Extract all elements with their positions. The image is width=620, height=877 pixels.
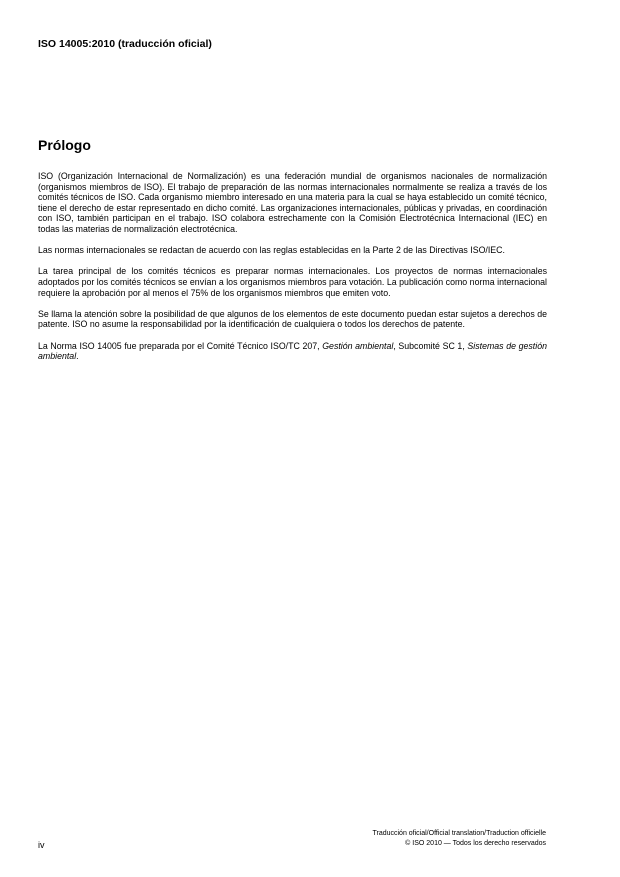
page-number: iv bbox=[38, 840, 45, 850]
paragraph-preparation bbox=[38, 341, 547, 362]
document-header: ISO 14005:2010 (traducción oficial) bbox=[38, 38, 212, 50]
paragraph-patent-rights: Se llama la atención sobre la posibilidad de que algunos de los elementos de este documento puedan estar sujetos a derechos de patente. ISO no asume la responsabilidad por la identificación de cualquiera o todos los derechos de patente. bbox=[38, 308, 547, 330]
section-title: Prólogo bbox=[38, 137, 91, 153]
foreword-body bbox=[38, 171, 547, 362]
committee-name: Gestión ambiental bbox=[322, 340, 394, 351]
subcommittee-name: Sistemas de gestión ambiental bbox=[38, 340, 547, 362]
paragraph-technical-committees: La tarea principal de los comités técnicos es preparar normas internacionales. Los proyectos de normas internacionales adoptados por los comités técnicos se envían a los organismos miembros para votación. La publicación como norma internacional requiere la aprobación por al menos el 75% de los organismos miembros que emiten voto. bbox=[38, 266, 547, 298]
footer-notice bbox=[372, 829, 546, 849]
preparation-text-1: La Norma ISO 14005 fue preparada por el Comité Técnico ISO/TC 207, bbox=[38, 340, 323, 351]
footer-copyright: © ISO 2010 — Todos los derecho reservados bbox=[405, 840, 546, 847]
paragraph-drafting-rules: Las normas internacionales se redactan de acuerdo con las reglas establecidas en la Parte 2 de las Directivas ISO/IEC. bbox=[38, 245, 505, 256]
footer-translation: Traducción oficial/Official translation/Traduction officielle bbox=[372, 830, 546, 837]
preparation-text-2: , Subcomité SC 1, bbox=[393, 340, 468, 351]
paragraph-iso-description: ISO (Organización Internacional de Normalización) es una federación mundial de organismos nacionales de normalización (organismos miembros de ISO). El trabajo de preparación de las normas internacionales normalmente se realiza a través de los comités técnicos de ISO. Cada organismo miembro interesado en una materia para la cual se haya establecido un comité técnico, tiene el derecho de estar representado en dicho comité. Las organizaciones internacionales, públicas y privadas, en coordinación con ISO, también participan en el trabajo. ISO colabora estrechamente con la Comisión Electrotécnica Internacional (IEC) en todas las materias de normalización electrotécnica. bbox=[38, 171, 547, 234]
preparation-text-3: . bbox=[76, 351, 79, 362]
